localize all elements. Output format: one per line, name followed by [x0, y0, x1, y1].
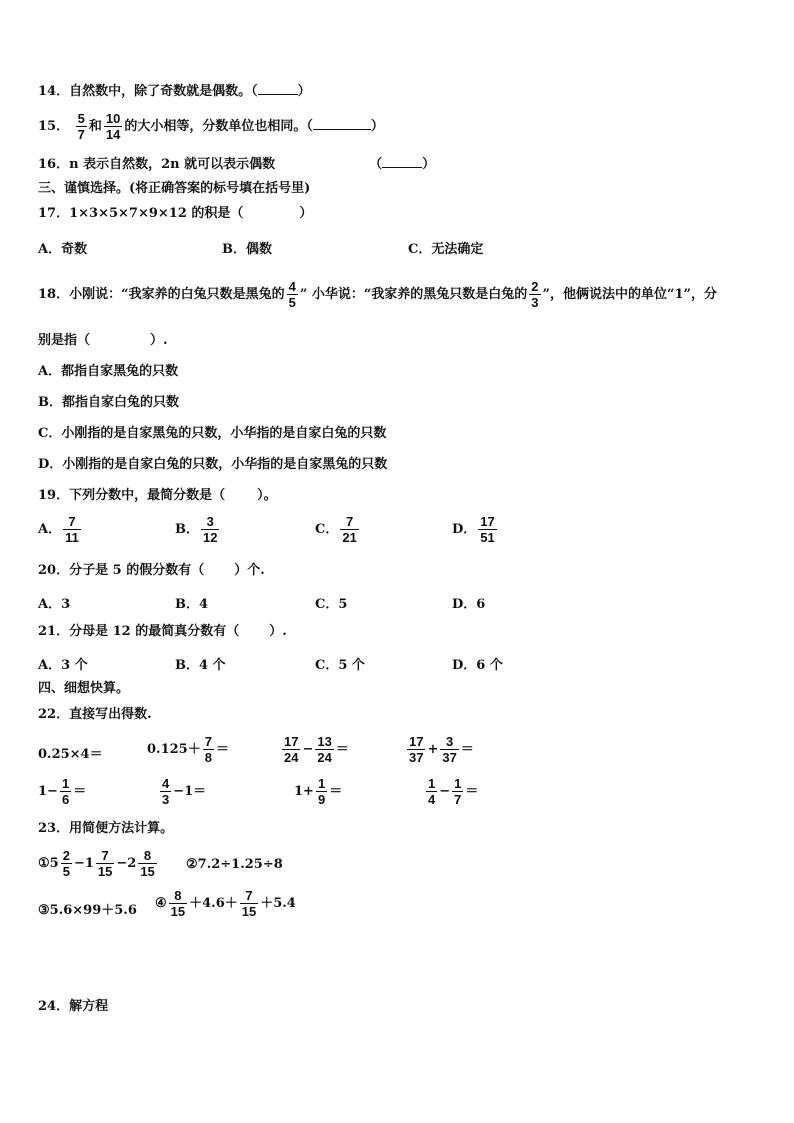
option-b[interactable]: B．偶数: [222, 242, 272, 257]
question-15: 15． $\frac{5}{7}$ 和 $\frac{10}{14}$ 的大小相等，分数单位也相同。（ ）: [38, 111, 384, 142]
section-4-heading: 四、细想快算。: [38, 681, 130, 696]
fraction: $\frac{10}{14}$: [105, 111, 121, 142]
problem-1: ①5 $\frac{2}{5}$ −1 $\frac{7}{15}$ −2 $\frac{8}{15}$: [38, 848, 155, 879]
option-c[interactable]: C．无法确定: [408, 242, 484, 257]
fraction: $\frac{7}{15}$: [97, 848, 113, 879]
fraction: $\frac{2}{5}$: [62, 848, 70, 879]
expression-1: 0.25×4＝: [38, 747, 103, 762]
problem-4: ④ $\frac{8}{15}$ ＋4.6＋ $\frac{7}{15}$ ＋5.4: [155, 888, 296, 919]
option-d[interactable]: D．小刚指的是自家白兔的只数，小华指的是自家黑兔的只数: [38, 457, 388, 472]
question-24: 24．解方程: [38, 999, 109, 1014]
answer-blank[interactable]: [382, 155, 422, 168]
expression-6: $\frac{4}{3}$ −1＝: [162, 776, 207, 807]
fraction: $\frac{13}{24}$: [317, 734, 332, 765]
option-c[interactable]: C．5 个: [315, 658, 365, 673]
option-c[interactable]: C． $\frac{7}{21}$: [315, 514, 357, 545]
fraction: $\frac{7}{11}$: [65, 514, 79, 545]
option-a[interactable]: A．3 个: [38, 658, 88, 673]
question-22: 22．直接写出得数.: [38, 707, 152, 722]
fraction: $\frac{1}{9}$: [317, 776, 326, 807]
option-a[interactable]: A． $\frac{7}{11}$: [38, 514, 79, 545]
fraction: $\frac{8}{15}$: [170, 888, 186, 919]
fraction: $\frac{3}{37}$: [442, 734, 457, 765]
expression-4: $\frac{17}{37}$ + $\frac{3}{37}$ ＝: [409, 734, 474, 765]
option-b[interactable]: B．都指自家白兔的只数: [38, 395, 179, 410]
section-3-heading: 三、谨慎选择。(将正确答案的标号填在括号里): [38, 181, 311, 196]
fraction: $\frac{8}{15}$: [140, 848, 155, 879]
option-a[interactable]: A．3: [38, 597, 71, 612]
expression-5: 1− $\frac{1}{6}$ ＝: [38, 776, 87, 807]
fraction: $\frac{7}{8}$: [204, 734, 212, 765]
fraction: $\frac{17}{37}$: [409, 734, 424, 765]
expression-8: $\frac{1}{4}$ − $\frac{1}{7}$ ＝: [428, 776, 479, 807]
fraction: $\frac{4}{5}$: [288, 279, 296, 310]
question-21: 21．分母是 12 的最简真分数有（ ）.: [38, 624, 287, 639]
fraction: $\frac{4}{3}$: [162, 776, 170, 807]
fraction: $\frac{1}{6}$: [61, 776, 70, 807]
fraction: $\frac{7}{15}$: [241, 888, 257, 919]
fraction: $\frac{7}{21}$: [342, 514, 357, 545]
option-a[interactable]: A．都指自家黑兔的只数: [38, 364, 179, 379]
answer-blank[interactable]: [258, 82, 298, 95]
expression-2: 0.125＋ $\frac{7}{8}$ ＝: [147, 734, 229, 765]
option-d[interactable]: D． $\frac{17}{51}$: [452, 514, 495, 545]
option-c[interactable]: C．小刚指的是自家黑兔的只数，小华指的是自家白兔的只数: [38, 426, 387, 441]
problem-3: ③5.6×99＋5.6: [38, 903, 137, 918]
answer-blank[interactable]: [313, 117, 371, 130]
question-19: 19．下列分数中，最简分数是（ ）。: [38, 488, 277, 503]
expression-3: $\frac{17}{24}$ − $\frac{13}{24}$ ＝: [284, 734, 349, 765]
expression-7: 1+ $\frac{1}{9}$ ＝: [294, 776, 343, 807]
option-d[interactable]: D．6 个: [452, 658, 503, 673]
option-b[interactable]: B．4: [175, 597, 209, 612]
question-14: 14．自然数中，除了奇数就是偶数。（ ）: [38, 84, 311, 99]
fraction: $\frac{1}{4}$: [428, 776, 436, 807]
question-16: 16．n 表示自然数，2n 就可以表示偶数 （ ）: [38, 157, 436, 172]
question-17: 17．1×3×5×7×9×12 的积是（ ）: [38, 206, 313, 221]
fraction: $\frac{5}{7}$: [77, 111, 85, 142]
question-23: 23．用简便方法计算。: [38, 821, 174, 836]
option-b[interactable]: B．4 个: [175, 658, 226, 673]
option-b[interactable]: B． $\frac{3}{12}$: [175, 514, 218, 545]
fraction: $\frac{2}{3}$: [531, 279, 539, 310]
option-a[interactable]: A．奇数: [38, 242, 88, 257]
question-20: 20．分子是 5 的假分数有（ ）个.: [38, 563, 265, 578]
fraction: $\frac{17}{24}$: [284, 734, 299, 765]
option-d[interactable]: D．6: [452, 597, 486, 612]
fraction: $\frac{3}{12}$: [203, 514, 218, 545]
option-c[interactable]: C．5: [315, 597, 348, 612]
fraction: $\frac{17}{51}$: [480, 514, 495, 545]
problem-2: ②7.2÷1.25÷8: [186, 857, 283, 872]
fraction: $\frac{1}{7}$: [454, 776, 462, 807]
question-18-cont: 别是指（ ）.: [38, 333, 168, 348]
question-18: 18．小刚说：“我家养的白兔只数是黑兔的 $\frac{4}{5}$ ” 小华说：“我家养的黑兔只数是白兔的 $\frac{2}{3}$ ”，他俩说法中的单位“1”，分: [38, 279, 718, 310]
